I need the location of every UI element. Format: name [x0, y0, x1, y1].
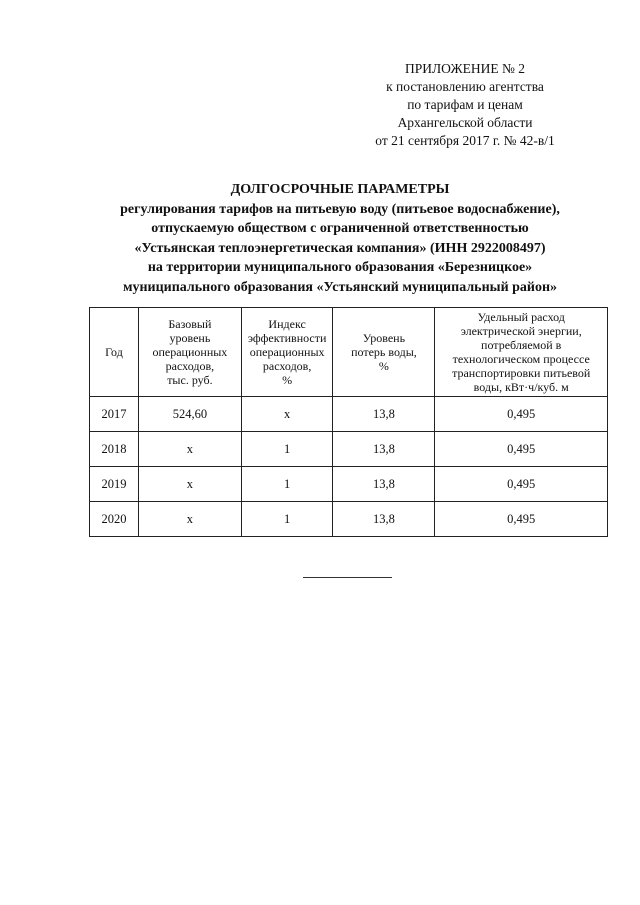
cell-index: 1: [241, 467, 333, 502]
parameters-table: [89, 307, 608, 537]
cell-energy: 0,495: [435, 467, 608, 502]
header-energy-consumption: Удельный расход электрической энергии, потребляемой в технологическом процессе транспортировки питьевой воды, кВт·ч/куб. м: [435, 308, 608, 397]
cell-year: 2020: [90, 502, 139, 537]
heading-line: «Устьянская теплоэнергетическая компания» (ИНН 2922008497): [134, 240, 546, 256]
cell-index: х: [241, 397, 333, 432]
appendix-line: Архангельской области: [397, 115, 533, 130]
document-heading: [70, 180, 610, 297]
heading-line: отпускаемую обществом с ограниченной ответственностью: [151, 221, 529, 236]
cell-year: 2017: [90, 397, 139, 432]
header-water-loss: Уровень потерь воды, %: [333, 308, 435, 397]
closing-divider: [303, 577, 392, 578]
table-row: [90, 397, 608, 432]
cell-loss: 13,8: [333, 502, 435, 537]
cell-base: х: [139, 467, 242, 502]
header-year: Год: [90, 308, 139, 397]
cell-base: х: [139, 432, 242, 467]
cell-energy: 0,495: [435, 502, 608, 537]
cell-energy: 0,495: [435, 432, 608, 467]
table-row: [90, 502, 608, 537]
cell-year: 2018: [90, 432, 139, 467]
cell-index: 1: [241, 432, 333, 467]
cell-base: 524,60: [139, 397, 242, 432]
table-row: [90, 467, 608, 502]
header-base-opex: Базовый уровень операционных расходов, тыс. руб.: [139, 308, 242, 397]
table-header-row: [90, 308, 608, 397]
appendix-date: от 21 сентября 2017 г. № 42-в/1: [375, 133, 555, 148]
table-row: [90, 432, 608, 467]
appendix-block: [340, 60, 590, 150]
cell-base: х: [139, 502, 242, 537]
heading-line: муниципального образования «Устьянский муниципальный район»: [122, 279, 558, 295]
appendix-title: ПРИЛОЖЕНИЕ № 2: [404, 61, 526, 76]
cell-year: 2019: [90, 467, 139, 502]
appendix-line: к постановлению агентства: [386, 79, 544, 94]
appendix-line: по тарифам и ценам: [407, 97, 523, 112]
header-efficiency-index: Индекс эффективности операционных расходов, %: [241, 308, 333, 397]
cell-loss: 13,8: [333, 432, 435, 467]
document-title: ДОЛГОСРОЧНЫЕ ПАРАМЕТРЫ: [230, 182, 450, 197]
cell-loss: 13,8: [333, 397, 435, 432]
heading-line: на территории муниципального образования «Березницкое»: [147, 260, 533, 275]
cell-loss: 13,8: [333, 467, 435, 502]
cell-index: 1: [241, 502, 333, 537]
heading-line: регулирования тарифов на питьевую воду (питьевое водоснабжение),: [120, 201, 560, 217]
cell-energy: 0,495: [435, 397, 608, 432]
